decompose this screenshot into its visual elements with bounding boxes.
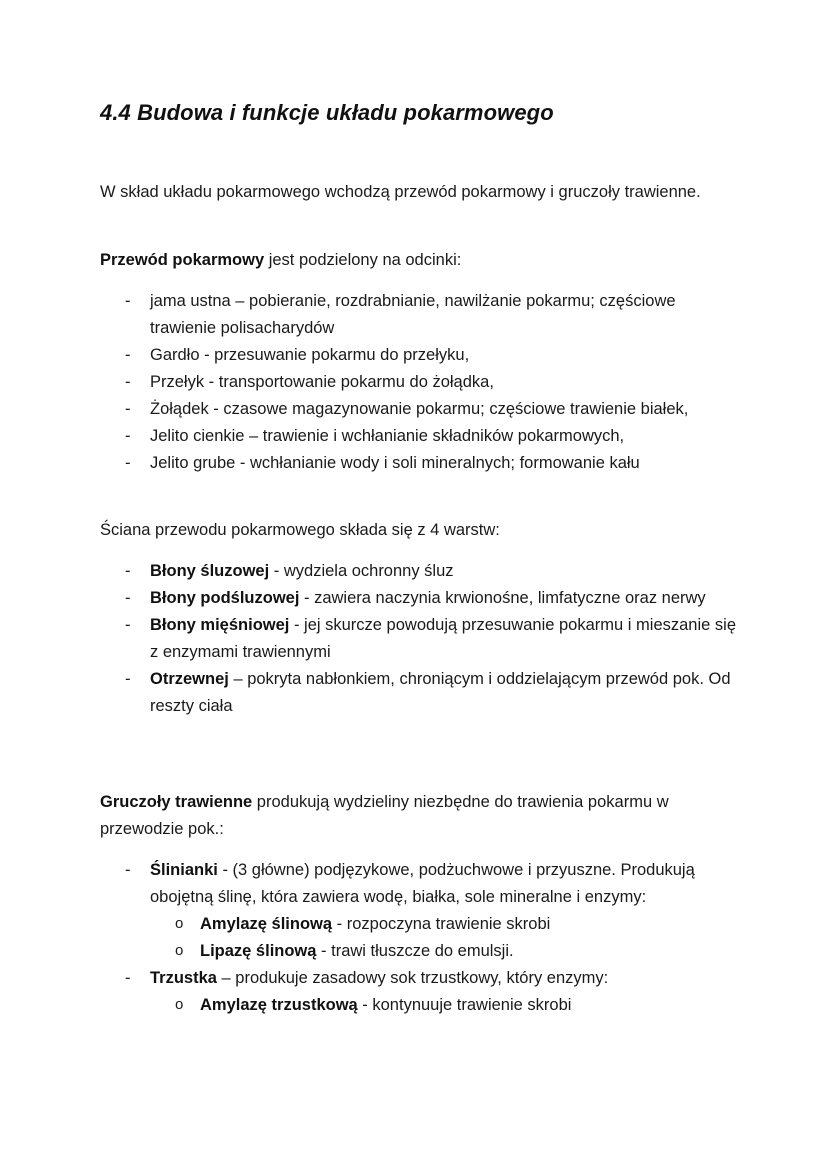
item-bold: Amylazę trzustkową <box>200 996 358 1014</box>
glands-lead-text: produkują wydzieliny niezbędne do trawienia pokarmu w przewodzie pok.: <box>100 793 669 838</box>
item-bold: Błony mięśniowej <box>150 616 290 634</box>
page-title: 4.4 Budowa i funkcje układu pokarmowego <box>100 100 554 125</box>
wall-list <box>100 558 740 720</box>
list-item: - Jelito grube - wchłanianie wody i soli mineralnych; formowanie kału <box>100 450 740 477</box>
item-text: - trawi tłuszcze do emulsji. <box>316 942 514 960</box>
intro-paragraph: W skład układu pokarmowego wchodzą przewód pokarmowy i gruczoły trawienne. <box>100 183 701 201</box>
item-text: – produkuje zasadowy sok trzustkowy, który enzymy: <box>216 969 609 987</box>
item-bold: Trzustka <box>150 969 217 987</box>
item-text: - rozpoczyna trawienie skrobi <box>332 915 551 933</box>
sublist-item <box>150 911 740 938</box>
tract-section <box>100 247 740 477</box>
list-item: - Gardło - przesuwanie pokarmu do przełyku, <box>100 342 740 369</box>
list-item: - jama ustna – pobieranie, rozdrabnianie, nawilżanie pokarmu; częściowe trawienie polisacharydów <box>100 288 740 342</box>
glands-lead-bold: Gruczoły trawienne <box>100 793 253 811</box>
tract-list <box>100 288 740 477</box>
glands-list <box>100 857 740 1019</box>
item-text: – pokryta nabłonkiem, chroniącym i oddzielającym przewód pok. Od reszty ciała <box>150 670 731 715</box>
sublist-item <box>150 992 740 1019</box>
glands-lead <box>100 789 740 843</box>
item-text: - (3 główne) podjęzykowe, podżuchwowe i przyuszne. Produkują obojętną ślinę, która zawiera wodę, białka, sole mineralne i enzymy: <box>150 861 695 906</box>
item-bold: Błony śluzowej <box>150 562 270 580</box>
salivary-sublist <box>150 911 740 965</box>
list-item <box>100 965 740 1019</box>
list-item <box>100 666 740 720</box>
list-item <box>100 585 740 612</box>
item-bold: Lipazę ślinową <box>200 942 317 960</box>
item-bold: Ślinianki <box>150 861 218 879</box>
list-item: - Przełyk - transportowanie pokarmu do żołądka, <box>100 369 740 396</box>
item-bold: Otrzewnej <box>150 670 229 688</box>
list-item: - Jelito cienkie – trawienie i wchłanianie składników pokarmowych, <box>100 423 740 450</box>
item-bold: Błony podśluzowej <box>150 589 300 607</box>
list-item: - Żołądek - czasowe magazynowanie pokarmu; częściowe trawienie białek, <box>100 396 740 423</box>
intro-section <box>100 179 740 206</box>
pancreas-sublist <box>150 992 740 1019</box>
item-text: - wydziela ochronny śluz <box>269 562 454 580</box>
glands-section <box>100 789 740 1019</box>
item-text: - jej skurcze powodują przesuwanie pokarmu i mieszanie się z enzymami trawiennymi <box>150 616 736 661</box>
item-text: - kontynuuje trawienie skrobi <box>357 996 572 1014</box>
tract-lead-text: jest podzielony na odcinki: <box>264 251 462 269</box>
list-item <box>100 558 740 585</box>
item-text: - zawiera naczynia krwionośne, limfatyczne oraz nerwy <box>299 589 706 607</box>
wall-lead: Ściana przewodu pokarmowego składa się z 4 warstw: <box>100 521 500 539</box>
sublist-item <box>150 938 740 965</box>
tract-lead <box>100 247 740 274</box>
list-item <box>100 612 740 666</box>
list-item <box>100 857 740 965</box>
wall-section <box>100 517 740 720</box>
tract-lead-bold: Przewód pokarmowy <box>100 251 265 269</box>
item-bold: Amylazę ślinową <box>200 915 333 933</box>
